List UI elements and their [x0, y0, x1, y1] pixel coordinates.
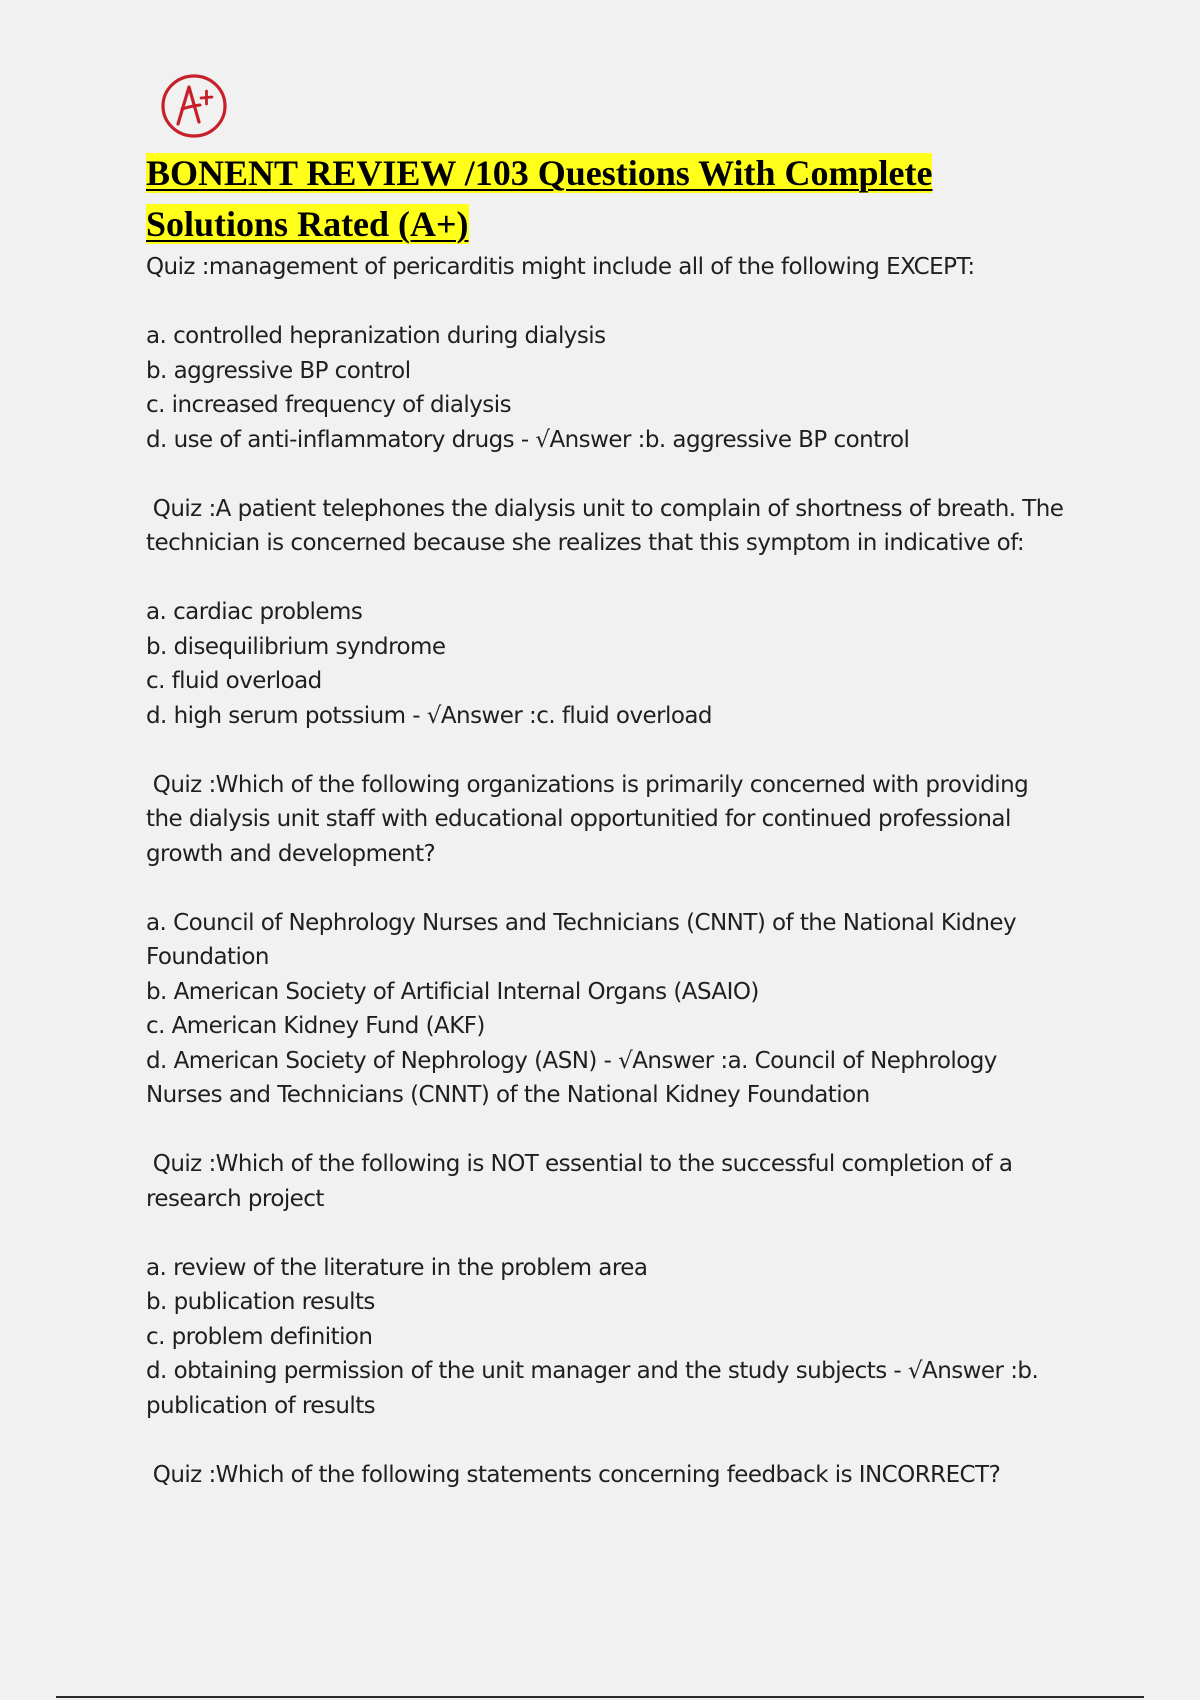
option-item: a. controlled hepranization during dialysis [146, 323, 606, 349]
option-item: a. cardiac problems [146, 599, 363, 625]
grade-a-plus-logo [158, 72, 230, 140]
question-block [146, 492, 1071, 734]
question-text: Quiz :Which of the following statements concerning feedback is INCORRECT? [146, 1461, 1001, 1488]
question-block [146, 768, 1066, 1113]
option-list [146, 1251, 1066, 1424]
option-item: c. problem definition [146, 1323, 373, 1350]
option-answer-item: d. high serum potssium - √Answer :c. fluid overload [146, 702, 712, 729]
document-title-text: BONENT REVIEW /103 Questions With Complete Solutions Rated (A+) [146, 153, 933, 244]
document-title [146, 148, 1066, 250]
option-item: b. disequilibrium syndrome [146, 633, 446, 660]
quiz-content [146, 250, 1071, 1527]
question-text: Quiz :A patient telephones the dialysis unit to complain of shortness of breath. The technician is concerned because she realizes that this symptom in indicative of: [146, 495, 1071, 556]
option-list [146, 906, 1066, 1113]
question-text: Quiz :Which of the following is NOT essential to the successful completion of a research project [146, 1151, 1020, 1212]
question-block [146, 1458, 1066, 1493]
option-item: c. fluid overload [146, 668, 322, 694]
option-answer-item: d. American Society of Nephrology (ASN) - √Answer :a. Council of Nephrology Nurses and Technicians (CNNT) of the National Kidney Foundation [146, 1047, 1004, 1108]
question-text: Quiz :Which of the following organizations is primarily concerned with providing the dialysis unit staff with educational opportunitied for continued professional growth and development? [146, 771, 1035, 867]
option-list [146, 319, 1066, 457]
page-bottom-divider [56, 1696, 1144, 1698]
question-text: Quiz :management of pericarditis might include all of the following EXCEPT: [146, 254, 975, 280]
option-item: c. American Kidney Fund (AKF) [146, 1013, 485, 1039]
question-block [146, 1147, 1066, 1423]
option-answer-item: d. obtaining permission of the unit manager and the study subjects - √Answer :b. publication of results [146, 1358, 1045, 1419]
option-item: b. publication results [146, 1289, 375, 1315]
question-block [146, 250, 1066, 457]
option-answer-item: d. use of anti-inflammatory drugs - √Answer :b. aggressive BP control [146, 426, 910, 453]
option-item: a. Council of Nephrology Nurses and Technicians (CNNT) of the National Kidney Foundation [146, 909, 1023, 970]
option-item: c. increased frequency of dialysis [146, 392, 512, 418]
option-item: b. American Society of Artificial Internal Organs (ASAIO) [146, 978, 759, 1005]
option-item: a. review of the literature in the problem area [146, 1254, 648, 1281]
option-list [146, 595, 1066, 733]
option-item: b. aggressive BP control [146, 357, 411, 384]
